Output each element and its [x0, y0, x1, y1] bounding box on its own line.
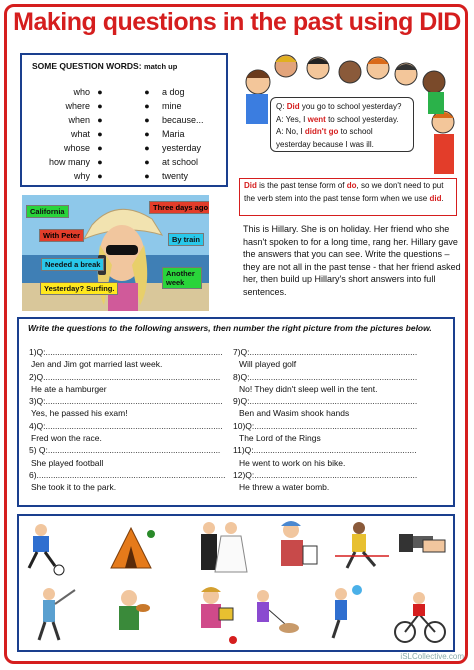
page-title: Making questions in the past using DID	[13, 8, 461, 36]
question-line[interactable]: 4)Q:...........................................................................	[29, 420, 223, 431]
note-text3: .	[441, 193, 444, 203]
didnt-go-word: didn't go	[304, 127, 339, 136]
question-words-title: SOME QUESTION WORDS:	[32, 61, 142, 71]
did-word: Did	[286, 102, 300, 111]
question-word: whose	[63, 143, 90, 153]
tag-california: California	[26, 205, 69, 218]
answer-word-list	[162, 85, 204, 183]
answer-word: because...	[162, 115, 204, 125]
tag-by-train: By train	[168, 233, 204, 246]
football-player-picture	[29, 524, 64, 575]
question-word: where	[65, 101, 90, 111]
tent-picture	[111, 528, 155, 568]
q-prefix: Q:	[276, 102, 285, 111]
tag-needed-break: Needed a break	[41, 258, 104, 271]
given-answer: He went to work on his bike.	[239, 457, 346, 468]
question-word: what	[70, 129, 90, 139]
match-dots-right: ● ● ● ● ● ● ●	[144, 87, 150, 181]
went-word: went	[307, 114, 326, 124]
exercise-instructions: Write the questions to the following answers, then number the right picture from the pictures below.	[28, 323, 432, 333]
question-line[interactable]: 11)Q:.....................................................................	[233, 445, 417, 456]
question-words-box	[20, 53, 228, 187]
given-answer: Ben and Wasim shook hands	[239, 408, 350, 419]
student-exam-picture	[281, 521, 317, 566]
runner-winning-picture	[335, 522, 389, 568]
answer-word: at school	[162, 157, 199, 167]
tag-another-week: Another week	[162, 267, 202, 289]
golfer-picture	[39, 588, 75, 640]
question-line[interactable]: 10)Q:.....................................................................	[233, 420, 418, 431]
question-line[interactable]: 7)Q:.......................................................................	[233, 347, 418, 357]
question-word: how many	[48, 157, 90, 167]
given-answer: She took it to the park.	[31, 482, 117, 493]
match-dots-left: ● ● ● ● ● ● ●	[97, 87, 103, 181]
question-words-heading	[32, 61, 177, 71]
question-line[interactable]: 6)................................................................................	[29, 469, 226, 480]
question-text: you go to school yesterday?	[301, 102, 402, 111]
question-line[interactable]: 2)Q...........................................................................	[29, 371, 221, 382]
question-line[interactable]: 1)Q:...........................................................................	[29, 347, 223, 357]
tag-yesterday-surfing: Yesterday? Surfing.	[40, 282, 118, 295]
hamburger-eater-picture	[119, 590, 150, 630]
note-do: do	[346, 181, 357, 190]
reader-book-picture	[201, 587, 237, 644]
speech-bubble	[270, 97, 414, 152]
given-answer: Jen and Jim got married last week.	[31, 359, 163, 370]
answer2-end: to school	[340, 127, 373, 136]
match-up-label: match up	[143, 62, 178, 71]
answer2-line2: yesterday because I was ill.	[276, 139, 374, 149]
given-answer: No! They didn't sleep well in the tent.	[239, 383, 378, 394]
cyclist-picture	[395, 592, 445, 642]
watermark: iSLCollective.com	[400, 652, 464, 661]
exercise-box	[17, 317, 455, 507]
question-line[interactable]: 3)Q:...........................................................................	[29, 396, 223, 407]
answer1-prefix: A: Yes, I	[276, 114, 306, 124]
note-text2: , so we don't need to put the verb stem into the past tense form when we use	[244, 181, 444, 203]
answer2-prefix: A: No, I	[276, 127, 303, 136]
given-answer: He threw a water bomb.	[239, 482, 330, 493]
question-line[interactable]: 9)Q:.......................................................................	[233, 396, 418, 407]
water-bomb-thrower-picture	[333, 585, 362, 638]
given-answer: Yes, he passed his exam!	[31, 408, 128, 419]
did-grammar-note	[239, 178, 457, 216]
given-answer: The Lord of the Rings	[239, 433, 321, 444]
given-answer: Will played golf	[239, 359, 297, 370]
tag-three-days-ago: Three days ago	[149, 201, 209, 214]
given-answer: Fred won the race.	[31, 433, 102, 444]
exercise-left-column	[29, 346, 225, 494]
answer-word: a dog	[162, 87, 185, 97]
exercise-right-column	[233, 346, 417, 494]
note-did: Did	[244, 181, 257, 190]
answer-word: yesterday	[162, 143, 202, 153]
question-line[interactable]: 5) Q:.........................................................................	[29, 445, 221, 456]
handshake-picture	[399, 534, 445, 552]
question-line[interactable]: 8)Q:.......................................................................	[233, 371, 418, 382]
answer-word: Maria	[162, 129, 185, 139]
wedding-couple-picture	[201, 522, 247, 572]
given-answer: She played football	[31, 457, 104, 468]
note-did2: did	[429, 193, 442, 203]
question-line[interactable]: 12)Q:.....................................................................	[233, 469, 418, 480]
girl-walking-dog-picture	[257, 590, 299, 633]
answer1-end: to school yesterday.	[328, 114, 399, 124]
question-word: why	[73, 171, 90, 181]
answer-word: twenty	[162, 171, 189, 181]
question-word: who	[73, 87, 90, 97]
tag-with-peter: With Peter	[39, 229, 84, 242]
answer-word: mine	[162, 101, 182, 111]
story-text: This is Hillary. She is on holiday. Her friend who she hasn't spoken to for a long time, rang her. Hillary gave the answers that you can see. Write the questions – they are not all in the past tense - that her friend asked her, then build up Hillary's short answers into full sentences.	[243, 224, 461, 297]
question-word: when	[68, 115, 90, 125]
pictures-box	[17, 514, 455, 652]
note-text1: is the past tense form of	[259, 181, 345, 190]
given-answer: He ate a hamburger	[31, 383, 107, 394]
hillary-phone-illustration	[22, 195, 209, 311]
question-word-list	[42, 85, 90, 183]
